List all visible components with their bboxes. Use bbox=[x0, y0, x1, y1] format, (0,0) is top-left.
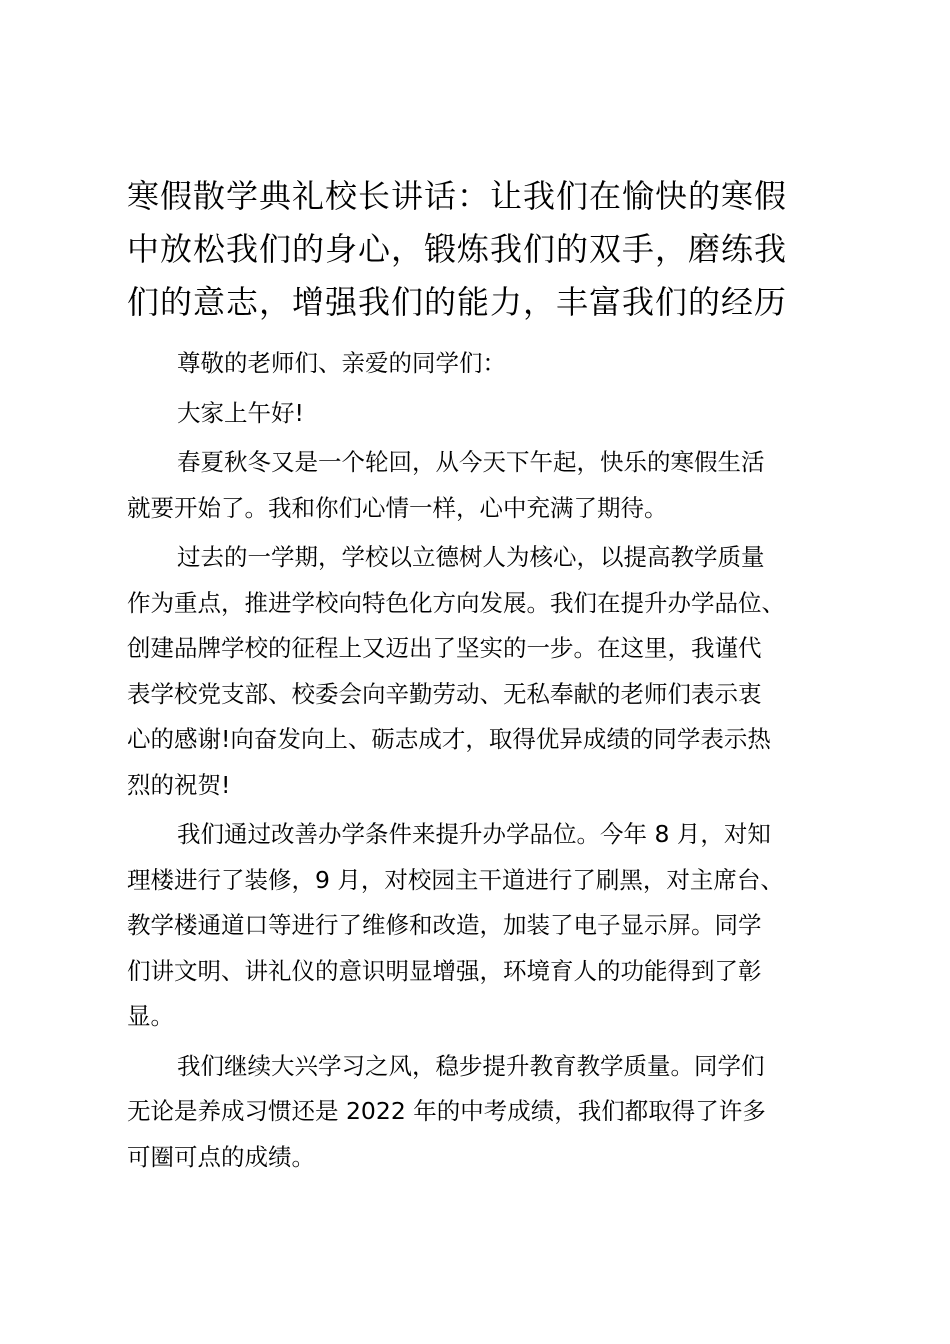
paragraph-line: 创建品牌学校的征程上又迈出了坚实的一步。在这里，我谨代 bbox=[127, 634, 762, 662]
paragraph-2 bbox=[127, 535, 833, 808]
paragraph-line: 心的感谢!向奋发向上、砺志成才，取得优异成绩的同学表示热 bbox=[127, 725, 771, 753]
title-line: 中放松我们的身心，锻炼我们的双手，磨练我 bbox=[127, 230, 788, 268]
document-title bbox=[127, 170, 833, 329]
paragraph-line: 可圈可点的成绩。 bbox=[127, 1142, 315, 1171]
salutation: 尊敬的老师们、亲爱的同学们： bbox=[177, 349, 506, 377]
title-line: 们的意志，增强我们的能力，丰富我们的经历 bbox=[127, 283, 788, 321]
paragraph-line: 就要开始了。我和你们心情一样，心中充满了期待。 bbox=[127, 493, 668, 522]
paragraph-1 bbox=[127, 440, 833, 531]
greeting: 大家上午好! bbox=[177, 398, 304, 427]
paragraph-line: 烈的祝贺! bbox=[127, 770, 231, 799]
paragraph-line: 作为重点，推进学校向特色化方向发展。我们在提升办学品位、 bbox=[127, 588, 785, 617]
paragraph-3 bbox=[127, 812, 833, 1040]
paragraph-line: 显。 bbox=[127, 1002, 174, 1030]
paragraph-line: 理楼进行了装修，9 月，对校园主干道进行了刷黑，对主席台、 bbox=[127, 865, 784, 894]
title-line: 寒假散学典礼校长讲话：让我们在愉快的寒假 bbox=[127, 177, 788, 215]
paragraph-line: 我们继续大兴学习之风，稳步提升教育教学质量。同学们 bbox=[177, 1051, 765, 1080]
paragraph-line: 表学校党支部、校委会向辛勤劳动、无私奉献的老师们表示衷 bbox=[127, 679, 762, 708]
paragraph-line: 无论是养成习惯还是 2022 年的中考成绩，我们都取得了许多 bbox=[127, 1097, 766, 1125]
paragraph-line: 们讲文明、讲礼仪的意识明显增强，环境育人的功能得到了彰 bbox=[127, 956, 762, 985]
document-body bbox=[127, 170, 833, 1180]
paragraph-line: 我们通过改善办学条件来提升办学品位。今年 8 月，对知 bbox=[177, 820, 771, 848]
paragraph-4 bbox=[127, 1044, 833, 1181]
paragraph-line: 过去的一学期，学校以立德树人为核心，以提高教学质量 bbox=[177, 543, 765, 571]
paragraph-line: 教学楼通道口等进行了维修和改造，加装了电子显示屏。同学 bbox=[127, 911, 762, 939]
paragraph-line: 春夏秋冬又是一个轮回，从今天下午起，快乐的寒假生活 bbox=[177, 448, 765, 476]
